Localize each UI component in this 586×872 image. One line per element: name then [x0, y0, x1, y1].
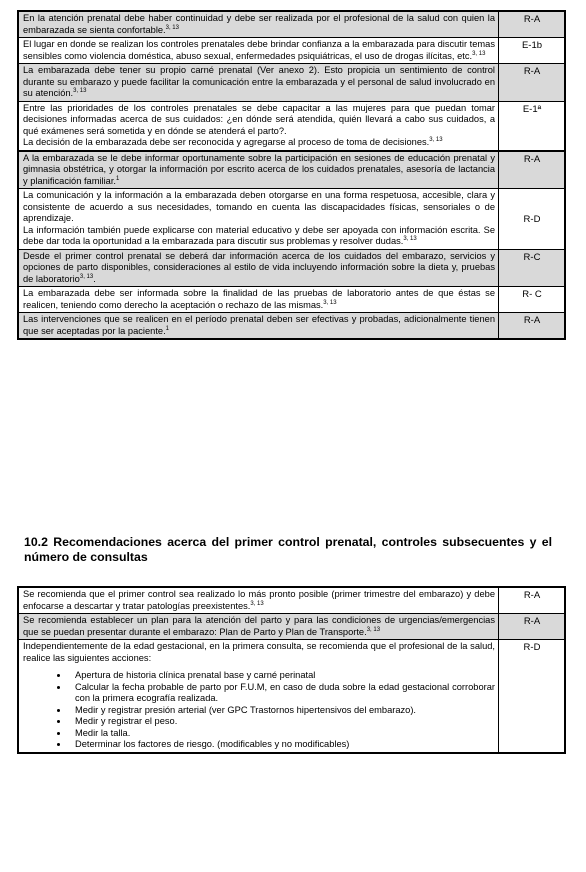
- recommendation-text: Se recomienda establecer un plan para la atención del parto y para las condiciones de urgencias/emergencias que se puedan presentar durante el embarazo: Plan de Parto y Plan de Transporte.$^{3, 13}$: [18, 614, 499, 640]
- table-row: [18, 101, 565, 151]
- evidence-grade: R-C: [499, 249, 566, 287]
- evidence-grade: R-A: [499, 614, 566, 640]
- list-item: • Determinar los factores de riesgo. (modificables y no modificables): [69, 739, 495, 751]
- evidence-grade: E-1b: [499, 38, 566, 64]
- evidence-grade: R-A: [499, 587, 566, 614]
- list-item: • Medir y registrar el peso.: [69, 716, 495, 728]
- recommendation-text: La embarazada debe tener su propio carné prenatal (Ver anexo 2). Esto propicia un sentimiento de control durante su embarazo y puede facilitar la comunicación entre la embarazada y el personal de salud involucrado en su atención.$^{3, 13}$: [18, 64, 499, 102]
- recommendations-table-2: [17, 586, 566, 754]
- list-item: • Medir la talla.: [69, 728, 495, 740]
- table-row: [18, 189, 565, 250]
- list-item: • Medir y registrar presión arterial (ver GPC Trastornos hipertensivos del embarazo).: [69, 705, 495, 717]
- recommendation-text: Las intervenciones que se realicen en el período prenatal deben ser efectivas y probadas, adicionalmente tienen que ser aceptadas por la paciente.$^1$: [18, 313, 499, 340]
- recommendation-text: El lugar en donde se realizan los controles prenatales debe brindar confianza a la embarazada para discutir temas sensibles como violencia doméstica, abuso sexual, enfermedades psiquiátricas, el uso de drogas ilícitas, etc.$^{3, 13}$: [18, 38, 499, 64]
- evidence-grade: R-A: [499, 151, 566, 189]
- table-row: [18, 313, 565, 340]
- table-row: [18, 249, 565, 287]
- recommendation-text: A la embarazada se le debe informar oportunamente sobre la participación en sesiones de educación prenatal y gimnasia obstétrica, y otorgar la información por escrito acerca de los cuidados prenatales, asesoría de lactancia y planificación familiar.$^1$: [18, 151, 499, 189]
- evidence-grade: R-D: [499, 189, 566, 250]
- table-row: [18, 587, 565, 614]
- recommendations-table-1: [17, 10, 566, 340]
- list-item: • Apertura de historia clínica prenatal base y carné perinatal: [69, 670, 495, 682]
- recommendation-text: La embarazada debe ser informada sobre la finalidad de las pruebas de laboratorio antes de que éstas se realicen, teniendo como derecho la aceptación o rechazo de las mismas.$^{3, 13}$: [18, 287, 499, 313]
- table-row: [18, 614, 565, 640]
- recommendation-text: Se recomienda que el primer control sea realizado lo más pronto posible (primer trimestre del embarazo) y debe enfocarse a descartar y tratar patologías preexistentes.$^{3, 13}$: [18, 587, 499, 614]
- table-row: [18, 11, 565, 38]
- section-heading: 10.2 Recomendaciones acerca del primer control prenatal, controles subsecuentes y el número de consultas: [24, 535, 552, 564]
- list-item: • Calcular la fecha probable de parto por F.U.M, en caso de duda sobre la edad gestacional corroborar con la primera ecografía realizada.: [69, 682, 495, 705]
- table-row: [18, 287, 565, 313]
- action-list: [23, 670, 495, 751]
- table-row: [18, 640, 565, 753]
- recommendation-text: La comunicación y la información a la embarazada deben otorgarse en una forma respetuosa, accesible, clara y consistente de acuerdo a sus necesidades, tomando en cuenta las discapacidades físicas, sensoriales o de aprendizaje. La información también puede explicarse con material educativo y debe ser apoyada con información escrita. Se debe dar toda la oportunidad a la embarazada para discutir sus problemas y resolver dudas.$^{3, 13}$: [18, 189, 499, 250]
- recommendation-text: Entre las prioridades de los controles prenatales se debe capacitar a las mujeres para que puedan tomar decisiones informadas acerca de sus cuidados: ¿en dónde será atendida, quién llevará a cabo sus cuidados, a qué exámenes será sometida y en dónde se atenderá el parto?. La decisión de la embarazada debe ser reconocida y agregarse al proceso de toma de decisiones.$^{3, 13}$: [18, 101, 499, 151]
- evidence-grade: R-A: [499, 313, 566, 340]
- table-row: [18, 38, 565, 64]
- recommendation-text: En la atención prenatal debe haber continuidad y debe ser realizada por el profesional de la salud con quien la embarazada se sienta confortable.$^{3, 13}$: [18, 11, 499, 38]
- evidence-grade: E-1ª: [499, 101, 566, 151]
- recommendation-text: Desde el primer control prenatal se deberá dar información acerca de los cuidados del embarazo, servicios y opciones de parto disponibles, consideraciones al estilo de vida incluyendo información sobre la dieta y, pruebas de laboratorio$^{3, 13}$.: [18, 249, 499, 287]
- recommendation-text: Independientemente de la edad gestacional, en la primera consulta, se recomienda que el profesional de la salud, realice las siguientes acciones: • Apertura de historia clínica prenatal base y carné perinatal • Calcular la fecha probable de parto por F.U.M, en caso de duda sobre la edad gestacional corroborar con la primera ecografía realizada. • Medir y registrar presión arterial (ver GPC Trastornos hipertensivos del embarazo). • Medir y registrar el peso. • Medir la talla. • Determinar los factores de riesgo. (modificables y no modificables): [18, 640, 499, 753]
- table-row: [18, 64, 565, 102]
- evidence-grade: R-A: [499, 11, 566, 38]
- evidence-grade: R- C: [499, 287, 566, 313]
- evidence-grade: R-A: [499, 64, 566, 102]
- table-row: [18, 151, 565, 189]
- evidence-grade: R-D: [499, 640, 566, 753]
